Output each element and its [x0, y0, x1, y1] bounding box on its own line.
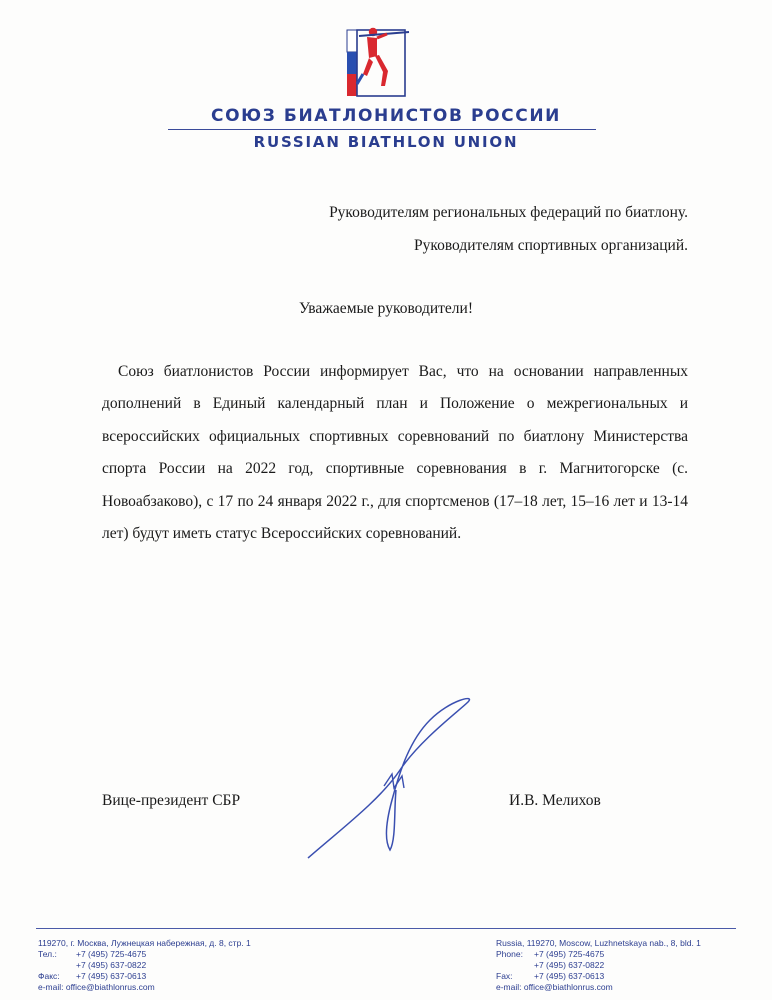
footer-email[interactable]: e-mail: office@biathlonrus.com [38, 982, 155, 992]
footer-fax-label: Факс: [38, 971, 60, 981]
footer-address-ru: 119270, г. Москва, Лужнецкая набережная, д. 8, стр. 1 [38, 938, 251, 948]
addressee-1: Руководителям региональных федераций по биатлону. [329, 204, 688, 221]
footer-fax: +7 (495) 637-0613 [76, 971, 147, 981]
footer-tel2: +7 (495) 637-0822 [76, 960, 147, 970]
signatory-title: Вице-президент СБР [102, 792, 241, 809]
addressee-2: Руководителям спортивных организаций. [413, 237, 688, 254]
footer-fax-en: +7 (495) 637-0613 [534, 971, 605, 981]
org-name-ru: СОЮЗ БИАТЛОНИСТОВ РОССИИ [211, 106, 561, 126]
biathlete-flag-logo [343, 22, 415, 104]
handwritten-signature [300, 690, 490, 870]
footer-tel-label: Тел.: [38, 949, 57, 959]
footer-fax-label-en: Fax: [496, 971, 513, 981]
body-paragraph: Союз биатлонистов России информирует Вас, что на основании направленных дополнений в Единый календарный план и Положение о межрегиональных и всероссийских официальных спортивных соревнований по биатлону Министерства спорта России на 2022 год, спортивные соревнования в г. Магнитогорске (с. Новоабзаково), с 17 по 24 января 2022 г., для спортсменов (17–18 лет, 15–16 лет и 13-14 лет) будут иметь статус Всероссийских соревнований. [102, 363, 688, 543]
org-name-en: RUSSIAN BIATHLON UNION [253, 133, 519, 151]
footer-phone-label: Phone: [496, 949, 523, 959]
footer-divider [36, 928, 736, 929]
footer-tel: +7 (495) 725-4675 [76, 949, 147, 959]
footer-contacts-ru [38, 938, 251, 993]
greeting: Уважаемые руководители! [299, 300, 473, 317]
footer-address-en: Russia, 119270, Moscow, Luzhnetskaya nab., 8, bld. 1 [496, 938, 701, 948]
footer-contacts-en [496, 938, 701, 993]
footer-phone: +7 (495) 725-4675 [534, 949, 605, 959]
footer-email-en[interactable]: e-mail: office@biathlonrus.com [496, 982, 613, 992]
header-divider [168, 129, 596, 130]
footer-phone2: +7 (495) 637-0822 [534, 960, 605, 970]
signatory-name: И.В. Мелихов [509, 792, 601, 809]
